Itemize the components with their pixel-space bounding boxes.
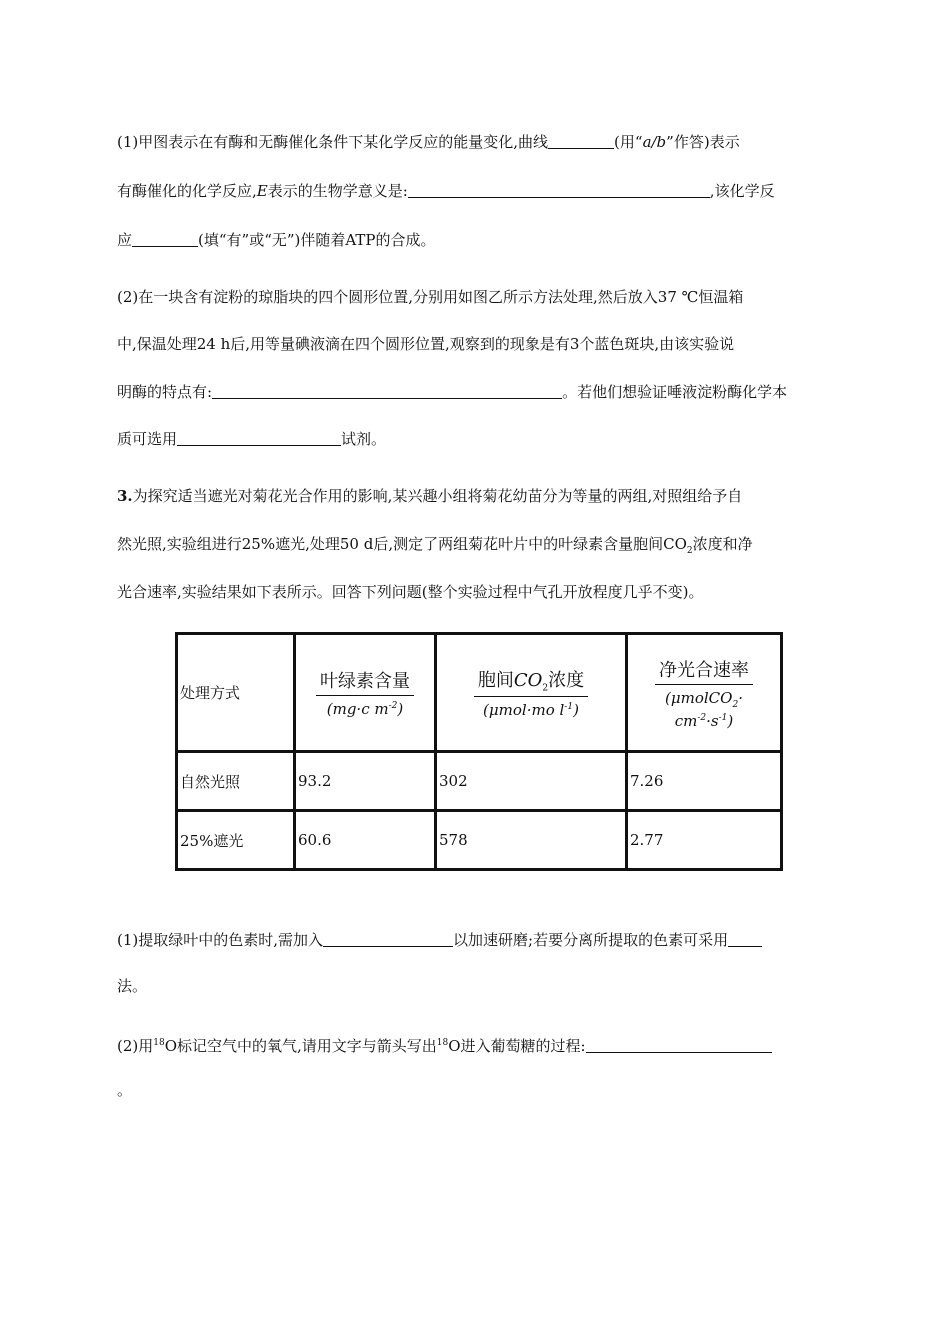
header-unit	[296, 700, 434, 718]
text: 有酶催化的化学反应,	[117, 182, 257, 200]
cell-chlorophyll: 60.6	[295, 811, 436, 870]
answer-blank[interactable]	[177, 429, 341, 446]
answer-blank[interactable]	[586, 1036, 772, 1053]
cell-method: 自然光照	[177, 752, 295, 811]
subscript: 2	[686, 546, 693, 556]
text: 试剂。	[341, 430, 387, 448]
table-row	[177, 752, 782, 811]
q2-2-line-4	[117, 429, 386, 449]
unit-text: )	[727, 711, 734, 730]
superscript: 18	[436, 1038, 449, 1048]
table-row	[177, 811, 782, 870]
header-text: 叶绿素含量	[320, 671, 410, 692]
q2-2-line-3	[117, 382, 787, 402]
q3-1-line-1	[117, 930, 762, 950]
superscript: -2	[388, 701, 398, 711]
answer-blank[interactable]	[323, 930, 453, 947]
text: ”作答)表示	[666, 133, 740, 151]
text: 为探究适当遮光对菊花光合作用的影响,某兴趣小组将菊花幼苗分为等量的两组,对照组给予自	[132, 487, 743, 505]
subscript: 2	[542, 683, 549, 694]
unit-text: cm	[674, 711, 698, 730]
q3-line-3	[117, 582, 703, 602]
text: O标记空气中的氧气,请用文字与箭头写出	[164, 1037, 437, 1055]
text: 应	[117, 231, 133, 249]
header-title	[316, 667, 414, 696]
text: ,该化学反	[709, 182, 775, 200]
header-chlorophyll	[295, 634, 436, 752]
header-unit-line-2	[628, 712, 780, 730]
header-text: 净光合速率	[659, 659, 749, 681]
answer-blank[interactable]	[728, 930, 762, 947]
text: O进入葡萄糖的过程:	[448, 1037, 586, 1055]
header-method	[177, 634, 295, 752]
q2-2-line-2	[117, 334, 734, 354]
unit-text: (μmolCO	[665, 688, 733, 707]
header-title	[474, 666, 588, 697]
text: 光合速率,实验结果如下表所示。回答下列问题(整个实验过程中气孔开放程度几乎不变)。	[117, 583, 704, 601]
text: 表示的生物学意义是:	[267, 182, 408, 200]
text: 以加速研磨;若要分离所提取的色素可采用	[453, 931, 729, 949]
superscript: -2	[697, 712, 707, 723]
question-number: 3.	[117, 487, 133, 505]
text: 中,保温处理24 h后,用等量碘液滴在四个圆形位置,观察到的现象是有3个蓝色斑块,由该实验说	[117, 335, 735, 353]
cell-rate: 2.77	[627, 811, 782, 870]
superscript: -1	[564, 701, 574, 712]
cell-method: 25%遮光	[177, 811, 295, 870]
superscript: -1	[718, 712, 728, 723]
q3-2-line-1	[117, 1033, 772, 1056]
text: 然光照,实验组进行25%遮光,处理50 d后,测定了两组菊花叶片中的叶绿素含量胞间CO	[117, 535, 687, 553]
table-header-row	[177, 634, 782, 752]
q3-2-line-2	[117, 1080, 132, 1100]
text: (1)甲图表示在有酶和无酶催化条件下某化学反应的能量变化,曲线	[117, 133, 549, 151]
unit-text: )	[397, 700, 404, 718]
text: (用“	[614, 133, 643, 151]
header-unit	[437, 701, 625, 719]
q2-1-line-3	[117, 230, 436, 250]
italic-text: E	[256, 182, 268, 200]
cell-co2: 302	[436, 752, 627, 811]
unit-text: ·	[738, 688, 743, 707]
unit-text: ·s	[706, 711, 719, 730]
header-text: 胞间	[477, 670, 514, 692]
q2-1-line-2	[117, 181, 775, 201]
cell-co2: 578	[436, 811, 627, 870]
unit-text: (mg·c m	[326, 700, 389, 718]
header-text: CO	[513, 670, 543, 692]
header-co2	[436, 634, 627, 752]
unit-text: (μmol·mo l	[483, 700, 565, 719]
q3-line-1	[117, 486, 742, 506]
q3-1-line-2	[117, 976, 147, 996]
cell-rate: 7.26	[627, 752, 782, 811]
text: 。	[117, 1081, 133, 1099]
text: 浓度和净	[692, 535, 753, 553]
text: (1)提取绿叶中的色素时,需加入	[117, 931, 324, 949]
answer-blank[interactable]	[548, 132, 614, 149]
header-unit-line-1	[628, 689, 780, 710]
answer-blank[interactable]	[408, 181, 710, 198]
text: 。若他们想验证唾液淀粉酶化学本	[562, 383, 788, 401]
q3-line-2	[117, 534, 753, 561]
results-table	[175, 632, 783, 871]
text: (2)用	[117, 1037, 154, 1055]
header-text: 浓度	[548, 670, 585, 692]
subscript: 2	[732, 699, 739, 710]
header-rate	[627, 634, 782, 752]
cell-chlorophyll: 93.2	[295, 752, 436, 811]
text: (填“有”或“无”)伴随着ATP的合成。	[198, 231, 436, 249]
header-title	[655, 656, 753, 685]
answer-blank[interactable]	[212, 382, 562, 399]
text: 明酶的特点有:	[117, 383, 213, 401]
italic-text: a/b	[642, 133, 667, 151]
text: (2)在一块含有淀粉的琼脂块的四个圆形位置,分别用如图乙所示方法处理,然后放入37 ℃恒温箱	[117, 288, 744, 306]
text: 法。	[117, 977, 148, 995]
text: 质可选用	[117, 430, 178, 448]
unit-text: )	[573, 700, 579, 719]
q2-2-line-1	[117, 287, 743, 307]
header-text: 处理方式	[180, 684, 241, 702]
answer-blank[interactable]	[132, 230, 198, 247]
q2-1-line-1	[117, 132, 740, 152]
superscript: 18	[153, 1038, 165, 1048]
